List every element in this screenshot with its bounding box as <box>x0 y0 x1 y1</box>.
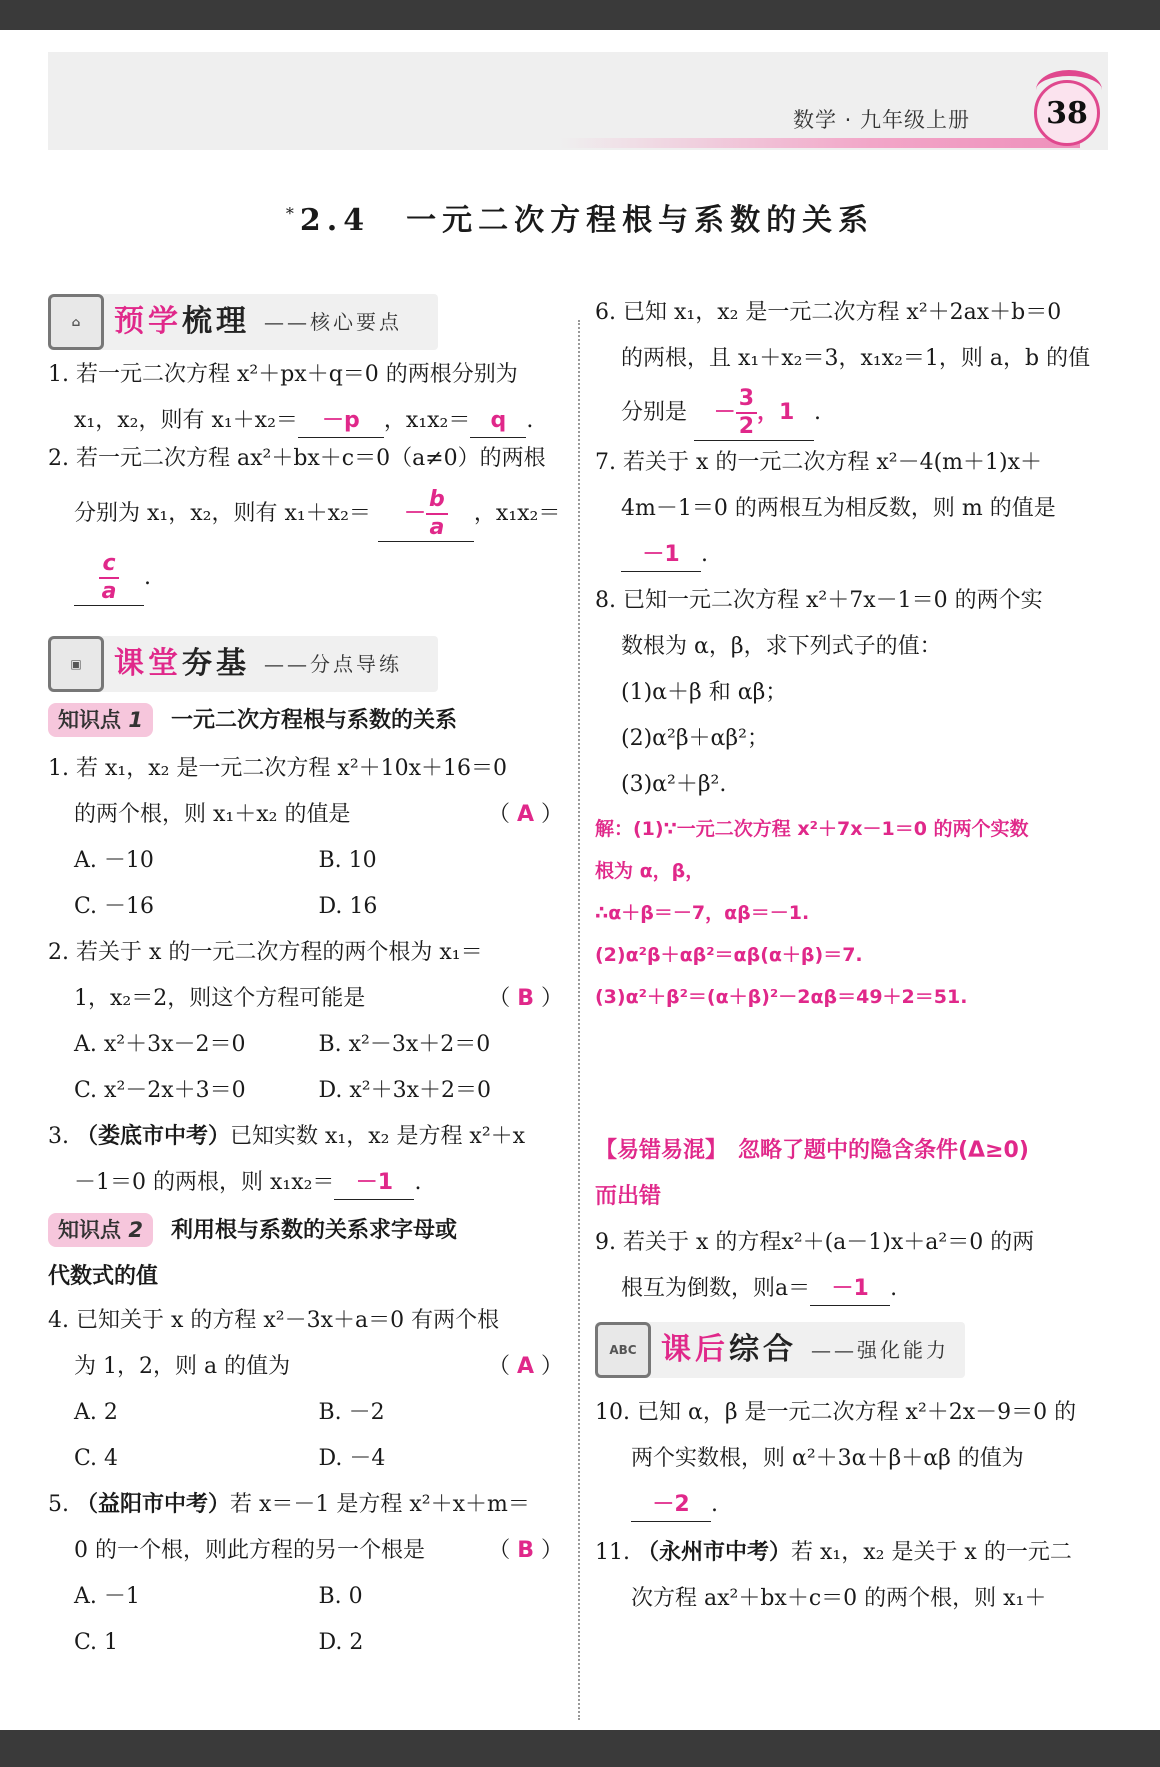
q9 <box>595 1220 1115 1312</box>
class-q4-line1: 4. 已知关于 x 的方程 x²－3x＋a＝0 有两个根 <box>48 1308 500 1333</box>
class-q3 <box>48 1114 563 1206</box>
answer-choice: B <box>517 986 534 1011</box>
class-q5-line2 <box>48 1528 563 1574</box>
q8 <box>595 578 1115 1018</box>
page-number: 38 <box>1034 80 1100 146</box>
answer-choice: A <box>516 802 534 827</box>
option: B. x²－3x＋2＝0 <box>318 1032 491 1057</box>
end-dot: . <box>701 542 708 567</box>
class-q2-line2-text: 1，x₂＝2，则这个方程可能是 <box>74 986 366 1011</box>
section-title-a: 课后 <box>661 1332 729 1367</box>
q10-line1: 10. 已知 α，β 是一元二次方程 x²＋2x－9＝0 的 <box>595 1400 1077 1425</box>
class-q5 <box>48 1482 563 1666</box>
end-dot: . <box>144 565 151 590</box>
answer-choice: A <box>516 1354 534 1379</box>
q6-line2: 的两根，且 x₁＋x₂＝3，x₁x₂＝1，则 a，b 的值 <box>621 346 1091 371</box>
frac-den: a <box>429 515 445 540</box>
q7 <box>595 440 1115 578</box>
kp-label: 知识点 <box>58 708 121 732</box>
answer-rest: ，1 <box>757 400 795 425</box>
source-tag: （娄底市中考） <box>75 1124 230 1149</box>
q7-line1: 7. 若关于 x 的一元二次方程 x²－4(m＋1)x＋ <box>595 450 1043 475</box>
end-dot: . <box>414 1170 422 1195</box>
end-dot: . <box>890 1276 898 1301</box>
backpack-icon: ▣ <box>48 636 104 692</box>
option: C. 1 <box>74 1630 119 1655</box>
end-dot: . <box>526 408 534 433</box>
frac-num: c <box>99 551 118 579</box>
options-row <box>48 1068 563 1114</box>
knowledge-point-1 <box>48 698 563 744</box>
solution-line: 根为 α，β， <box>595 860 705 882</box>
pre-q2 <box>48 436 563 610</box>
q8-part2: (2)α²β＋αβ²； <box>621 726 769 751</box>
solution-line: 解：(1)∵一元二次方程 x²＋7x－1＝0 的两个实数 <box>595 818 1029 840</box>
option: B. 10 <box>318 848 377 873</box>
section-title <box>114 299 250 345</box>
pre-q1-text-a: x₁，x₂，则有 x₁＋x₂＝ <box>74 408 298 433</box>
section-subtitle: ——核心要点 <box>264 310 402 334</box>
options-row <box>48 1620 563 1666</box>
option: A. x²＋3x－2＝0 <box>74 1032 246 1057</box>
title-star: * <box>285 204 300 223</box>
answer-blank: q <box>470 405 526 438</box>
column-divider <box>578 320 580 1720</box>
answer-paren: （ A ） <box>487 1354 563 1379</box>
end-dot: . <box>711 1492 718 1517</box>
class-q1-line2 <box>48 792 563 838</box>
class-q1 <box>48 746 563 930</box>
class-q3-text: 已知实数 x₁，x₂ 是方程 x²＋x <box>230 1124 526 1149</box>
q7-line3 <box>595 532 1115 578</box>
option: D. x²＋3x＋2＝0 <box>318 1078 491 1103</box>
section-title-b: 综合 <box>729 1332 797 1367</box>
class-q5-line2-text: 0 的一个根，则此方程的另一个根是 <box>74 1538 425 1563</box>
q11 <box>595 1530 1115 1622</box>
answer-blank <box>694 386 814 441</box>
header-subject: 数学 · 九年级上册 <box>792 108 970 132</box>
frac-num: b <box>426 487 448 515</box>
class-q3-line1: 3. （娄底市中考）已知实数 x₁，x₂ 是方程 x²＋x <box>48 1124 526 1149</box>
option: B. －2 <box>318 1400 385 1425</box>
knowledge-point-2 <box>48 1208 563 1300</box>
section-title-a: 课堂 <box>114 646 182 681</box>
knowledge-point-badge <box>48 703 153 737</box>
options-row <box>48 1390 563 1436</box>
class-q4 <box>48 1298 563 1482</box>
option: A. 2 <box>74 1400 118 1425</box>
option: A. －10 <box>74 848 154 873</box>
fraction <box>426 487 448 541</box>
pre-q1 <box>48 352 563 444</box>
class-q1-line1: 1. 若 x₁，x₂ 是一元二次方程 x²＋10x＋16＝0 <box>48 756 508 781</box>
q8-part1: (1)α＋β 和 αβ； <box>621 680 788 705</box>
answer-blank: －1 <box>334 1167 414 1200</box>
q9-line2-text: 根互为倒数，则a＝ <box>621 1276 811 1301</box>
answer-blank: －2 <box>631 1489 711 1522</box>
solution-line: ∴α＋β＝－7，αβ＝－1. <box>595 902 810 924</box>
solution-line: (3)α²＋β²＝(α＋β)²－2αβ＝49＋2＝51. <box>595 986 968 1008</box>
answer-blank: －1 <box>810 1273 890 1306</box>
option: D. 16 <box>318 894 378 919</box>
kp-num: 1 <box>128 708 143 732</box>
class-q4-line2 <box>48 1344 563 1390</box>
source-tag: （益阳市中考） <box>75 1492 230 1517</box>
option: C. 4 <box>74 1446 119 1471</box>
school-house-icon: ⌂ <box>48 294 104 350</box>
header-stripe <box>560 138 1080 148</box>
option: C. x²－2x＋3＝0 <box>74 1078 246 1103</box>
frac-den: a <box>101 579 117 604</box>
answer-blank <box>378 487 474 542</box>
answer-paren: （ A ） <box>487 802 563 827</box>
warning-line: 而出错 <box>595 1184 662 1209</box>
kp-label: 知识点 <box>58 1218 121 1242</box>
warning-note <box>595 1128 1115 1220</box>
option: D. －4 <box>318 1446 386 1471</box>
q8-line2: 数根为 α，β，求下列式子的值： <box>621 634 942 659</box>
section-subtitle: ——强化能力 <box>811 1338 949 1362</box>
solution-line: (2)α²β＋αβ²＝αβ(α＋β)＝7. <box>595 944 863 966</box>
warning-line: 【易错易混】 忽略了题中的隐含条件(Δ≥0) <box>595 1138 1029 1163</box>
section-title-b: 梳理 <box>182 304 250 339</box>
option: A. －1 <box>74 1584 140 1609</box>
abc-book-icon: ABC <box>595 1322 651 1378</box>
section-title-b: 夯基 <box>182 646 250 681</box>
q8-line1: 8. 已知一元二次方程 x²＋7x－1＝0 的两个实 <box>595 588 1043 613</box>
options-row <box>48 1574 563 1620</box>
frac-num: 3 <box>736 386 757 414</box>
q10 <box>595 1390 1115 1528</box>
pre-q2-line1: 2. 若一元二次方程 ax²＋bx＋c＝0（a≠0）的两根 <box>48 446 546 471</box>
q11-line1: 11. （永州市中考）若 x₁，x₂ 是关于 x 的一元二 <box>595 1540 1072 1565</box>
options-row <box>48 1436 563 1482</box>
frac-sign: － <box>713 400 736 425</box>
q6 <box>595 290 1115 444</box>
end-dot: . <box>814 400 822 425</box>
frac-den: 2 <box>738 414 755 439</box>
class-q3-line2 <box>48 1160 563 1206</box>
source-tag: （永州市中考） <box>636 1540 791 1565</box>
pre-q2-text-b: ，x₁x₂＝ <box>473 501 561 526</box>
answer-paren: （ B ） <box>488 1538 563 1563</box>
options-row <box>48 884 563 930</box>
knowledge-point-title: 利用根与系数的关系求字母或 <box>170 1218 457 1243</box>
q8-part3: (3)α²＋β². <box>621 772 727 797</box>
frac-sign: － <box>404 501 427 526</box>
q11-text: 若 x₁，x₂ 是关于 x 的一元二 <box>791 1540 1072 1565</box>
answer-choice: B <box>517 1538 534 1563</box>
q9-line1: 9. 若关于 x 的方程x²＋(a－1)x＋a²＝0 的两 <box>595 1230 1035 1255</box>
answer-blank: －p <box>298 405 384 438</box>
knowledge-point-title-2: 代数式的值 <box>48 1264 159 1289</box>
pre-q2-line2 <box>48 482 563 546</box>
class-q2-line1: 2. 若关于 x 的一元二次方程的两个根为 x₁＝ <box>48 940 483 965</box>
class-q1-line2-text: 的两个根，则 x₁＋x₂ 的值是 <box>74 802 351 827</box>
pre-q2-text-a: 分别为 x₁，x₂，则有 x₁＋x₂＝ <box>74 501 371 526</box>
knowledge-point-title: 一元二次方程根与系数的关系 <box>170 708 457 733</box>
section-title <box>114 641 250 687</box>
section-class-header <box>48 634 402 694</box>
q11-line2: 次方程 ax²＋bx＋c＝0 的两个根，则 x₁＋ <box>631 1586 1047 1611</box>
options-row <box>48 838 563 884</box>
section-title-a: 预学 <box>114 304 182 339</box>
page <box>0 30 1160 1730</box>
q7-line2: 4m－1＝0 的两根互为相反数，则 m 的值是 <box>621 496 1056 521</box>
class-q4-line2-text: 为 1，2，则 a 的值为 <box>74 1354 291 1379</box>
answer-blank <box>74 551 144 606</box>
answer-paren: （ B ） <box>488 986 563 1011</box>
q10-line2: 两个实数根，则 α²＋3α＋β＋αβ 的值为 <box>631 1446 1024 1471</box>
section-title <box>661 1327 797 1373</box>
q10-line3 <box>595 1482 1115 1528</box>
q6-line3 <box>595 382 1115 444</box>
q6-line3-text: 分别是 <box>621 400 688 425</box>
title-text: 2.4 一元二次方程根与系数的关系 <box>299 203 875 238</box>
page-title <box>0 195 1160 239</box>
pre-q1-line1: 1. 若一元二次方程 x²＋px＋q＝0 的两根分别为 <box>48 362 518 387</box>
pre-q1-text-b: ，x₁x₂＝ <box>383 408 471 433</box>
fraction <box>736 386 757 440</box>
pre-q2-line3 <box>48 546 563 610</box>
option: B. 0 <box>318 1584 363 1609</box>
knowledge-point-badge <box>48 1213 153 1247</box>
option: D. 2 <box>318 1630 364 1655</box>
answer-blank: －1 <box>621 539 701 572</box>
options-row <box>48 1022 563 1068</box>
section-preview-header <box>48 292 402 352</box>
option: C. －16 <box>74 894 155 919</box>
class-q5-line1: 5. （益阳市中考）若 x＝－1 是方程 x²＋x＋m＝ <box>48 1492 530 1517</box>
kp-num: 2 <box>128 1218 143 1242</box>
class-q2-line2 <box>48 976 563 1022</box>
section-after-class-header <box>595 1320 949 1380</box>
class-q5-text: 若 x＝－1 是方程 x²＋x＋m＝ <box>230 1492 530 1517</box>
q6-line1: 6. 已知 x₁，x₂ 是一元二次方程 x²＋2ax＋b＝0 <box>595 300 1062 325</box>
section-subtitle: ——分点导练 <box>264 652 402 676</box>
class-q2 <box>48 930 563 1114</box>
fraction <box>99 551 118 605</box>
q9-line2 <box>595 1266 1115 1312</box>
class-q3-line2-text: －1＝0 的两根，则 x₁x₂＝ <box>74 1170 335 1195</box>
header-band <box>48 52 1108 150</box>
